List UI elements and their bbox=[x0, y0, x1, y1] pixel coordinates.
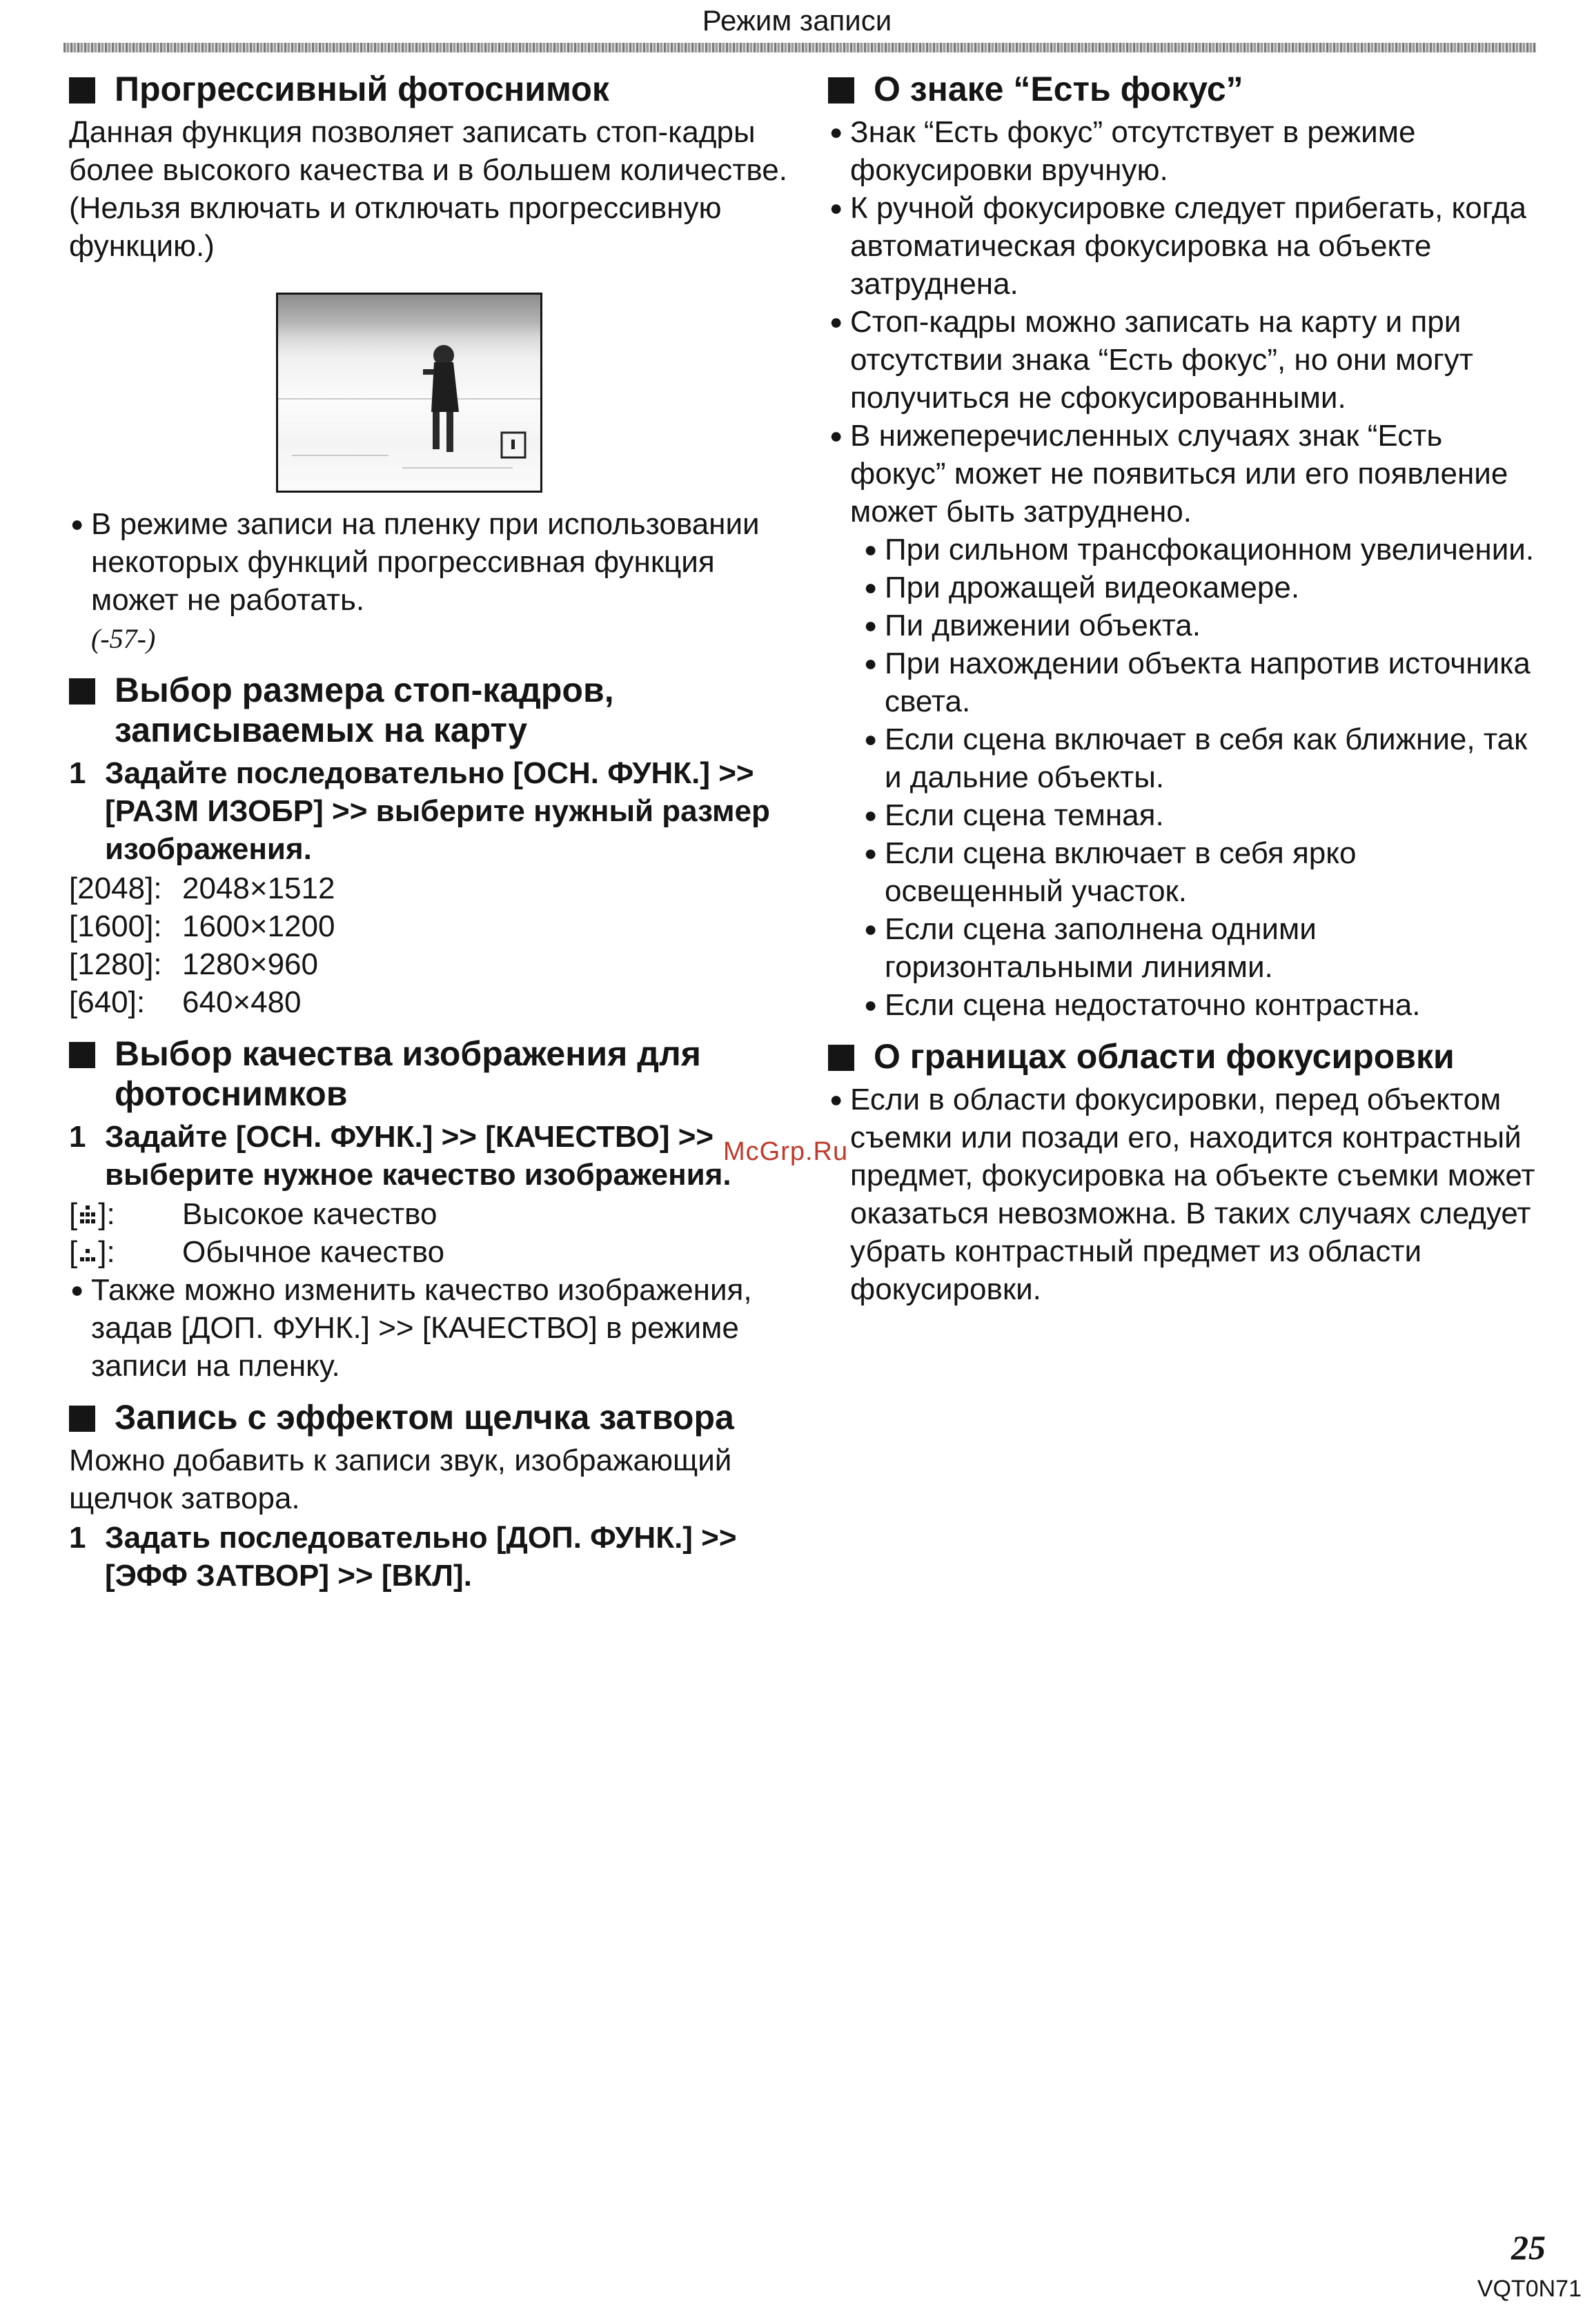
list-item-text: При дрожащей видеокамере. bbox=[885, 571, 1300, 604]
list-item-text: Стоп-кадры можно записать на карту и при отсутствии знака “Есть фокус”, но они могут получиться не сфокусированными. bbox=[850, 305, 1473, 415]
option-key: [1280]: bbox=[69, 947, 162, 981]
page-header-title: Режим записи bbox=[702, 4, 892, 37]
bullet-dot-icon: ● bbox=[70, 1277, 84, 1302]
square-bullet-icon bbox=[828, 77, 854, 104]
bullet-dot-icon: ● bbox=[70, 511, 84, 536]
option-value: 640×480 bbox=[182, 985, 302, 1019]
size-option-row bbox=[69, 945, 800, 983]
section-progressive bbox=[69, 69, 800, 658]
size-option-row bbox=[69, 983, 800, 1021]
square-bullet-icon bbox=[828, 1045, 854, 1071]
square-bullet-icon bbox=[69, 77, 95, 104]
high-quality-icon bbox=[77, 1204, 98, 1228]
heading-line2: записываемых на карту bbox=[115, 711, 528, 749]
watermark: McGrp.Ru bbox=[723, 1137, 849, 1166]
option-key: [2048]: bbox=[69, 872, 162, 905]
bullet-dot-icon: ● bbox=[864, 727, 878, 751]
header-rule bbox=[63, 43, 1536, 52]
step-number: 1 bbox=[69, 1120, 86, 1154]
step-1 bbox=[69, 1519, 800, 1595]
document-code: VQT0N71 bbox=[1477, 2276, 1582, 2302]
bullet-dot-icon: ● bbox=[829, 1087, 843, 1112]
left-column bbox=[69, 69, 800, 1607]
heading-text: О границах области фокусировки bbox=[874, 1037, 1455, 1076]
step-text: Задать последовательно [ДОП. ФУНК.] >> [ЭФФ ЗАТВОР] >> [ВКЛ]. bbox=[105, 1521, 737, 1593]
bullet-dot-icon: ● bbox=[864, 613, 878, 638]
progressive-note bbox=[69, 505, 800, 658]
sample-photo bbox=[276, 293, 542, 493]
list-item-text: Если сцена включает в себя как ближние, так и дальние объекты. bbox=[885, 722, 1528, 794]
option-value: 2048×1512 bbox=[182, 872, 335, 905]
option-value: Обычное качество bbox=[182, 1235, 445, 1269]
bullet-dot-icon: ● bbox=[864, 575, 878, 600]
bullet-dot-icon: ● bbox=[864, 802, 878, 827]
square-bullet-icon bbox=[69, 1042, 95, 1068]
option-key: [1600]: bbox=[69, 909, 162, 943]
shutter-intro: Можно добавить к записи звук, изображающий щелчок затвора. bbox=[69, 1444, 732, 1515]
option-value: 1280×960 bbox=[182, 947, 318, 981]
list-item-text: При сильном трансфокационном увеличении. bbox=[885, 533, 1535, 567]
section-heading bbox=[69, 1397, 800, 1437]
section-heading bbox=[69, 1034, 800, 1114]
heading-line1: Выбор размера стоп-кадров, bbox=[115, 671, 614, 709]
step-number: 1 bbox=[69, 756, 86, 790]
list-item-text: Если сцена включает в себя ярко освещенный участок. bbox=[885, 836, 1357, 908]
sub-list-item bbox=[863, 531, 1539, 569]
section-heading bbox=[828, 69, 1539, 109]
list-item bbox=[828, 1081, 1539, 1308]
section-image-quality bbox=[69, 1034, 800, 1385]
list-item-text: При нахождении объекта напротив источника света. bbox=[885, 647, 1531, 718]
list-item-text: Если в области фокусировки, перед объектом съемки или позади его, находится контрастный предмет, фокусировка на объекте съемки может оказаться невозможна. В таких случаях следует убрать контрастный предмет из области фокусировки. bbox=[850, 1083, 1535, 1306]
list-item-text: К ручной фокусировке следует прибегать, когда автоматическая фокусировка на объекте затруднена. bbox=[850, 191, 1526, 301]
right-column bbox=[828, 69, 1539, 1321]
sub-list-item bbox=[863, 834, 1539, 910]
list-item-text: Пи движении объекта. bbox=[885, 609, 1201, 642]
step-1 bbox=[69, 1118, 800, 1194]
note-text: В режиме записи на пленку при использовании некоторых функций прогрессивная функция может не работать. bbox=[91, 507, 760, 617]
list-item-text: Знак “Есть фокус” отсутствует в режиме фокусировки вручную. bbox=[850, 115, 1416, 187]
section-focus-area bbox=[828, 1036, 1539, 1308]
heading-text: Запись с эффектом щелчка затвора bbox=[115, 1398, 734, 1437]
page-reference: (-57-) bbox=[91, 623, 156, 654]
step-number: 1 bbox=[69, 1521, 86, 1555]
heading-line2: фотоснимков bbox=[115, 1074, 348, 1113]
sub-list-item bbox=[863, 986, 1539, 1024]
sub-list-item bbox=[863, 644, 1539, 720]
section-heading bbox=[69, 670, 800, 750]
bullet-dot-icon: ● bbox=[829, 309, 843, 334]
option-key: [640]: bbox=[69, 985, 146, 1019]
sub-list-item bbox=[863, 569, 1539, 607]
section-image-size bbox=[69, 670, 800, 1021]
bullet-dot-icon: ● bbox=[829, 119, 843, 144]
bullet-dot-icon: ● bbox=[864, 840, 878, 865]
heading-text: О знаке “Есть фокус” bbox=[874, 70, 1243, 108]
square-bullet-icon bbox=[69, 678, 95, 705]
sub-list-item bbox=[863, 796, 1539, 834]
bullet-dot-icon: ● bbox=[864, 537, 878, 562]
square-bullet-icon bbox=[69, 1406, 95, 1432]
quality-note bbox=[69, 1271, 800, 1385]
sub-list-item bbox=[863, 607, 1539, 644]
size-option-row bbox=[69, 907, 800, 945]
bullet-dot-icon: ● bbox=[864, 651, 878, 676]
bullet-dot-icon: ● bbox=[829, 423, 843, 448]
note-text: Также можно изменить качество изображения, задав [ДОП. ФУНК.] >> [КАЧЕСТВО] в режиме записи на пленку. bbox=[91, 1273, 752, 1383]
bullet-dot-icon: ● bbox=[864, 992, 878, 1017]
section-heading bbox=[828, 1036, 1539, 1076]
step-text: Задайте последовательно [ОСН. ФУНК.] >> [РАЗМ ИЗОБР] >> выберите нужный размер изображения. bbox=[105, 756, 770, 866]
list-item-text: Если сцена темная. bbox=[885, 798, 1164, 832]
list-item-text: Если сцена заполнена одними горизонтальными линиями. bbox=[885, 912, 1317, 984]
section-heading bbox=[69, 69, 800, 109]
normal-quality-icon bbox=[77, 1242, 98, 1266]
quality-option-row bbox=[69, 1233, 800, 1271]
step-1 bbox=[69, 754, 800, 868]
heading-text: Прогрессивный фотоснимок bbox=[115, 70, 609, 108]
option-value: Высокое качество bbox=[182, 1197, 437, 1231]
option-value: 1600×1200 bbox=[182, 909, 335, 943]
list-item bbox=[828, 417, 1539, 531]
list-item-text: Если сцена недостаточно контрастна. bbox=[885, 988, 1421, 1022]
list-item bbox=[828, 113, 1539, 189]
size-option-row bbox=[69, 869, 800, 907]
sub-list-item bbox=[863, 720, 1539, 796]
list-item-text: В нижеперечисленных случаях знак “Есть фокус” может не появиться или его появление может быть затруднено. bbox=[850, 419, 1508, 529]
quality-option-row bbox=[69, 1195, 800, 1233]
bullet-dot-icon: ● bbox=[829, 195, 843, 220]
heading-line1: Выбор качества изображения для bbox=[115, 1034, 701, 1073]
section-shutter-sound bbox=[69, 1397, 800, 1595]
page-number: 25 bbox=[1511, 2228, 1546, 2267]
child-on-beach-illustration bbox=[278, 295, 540, 491]
sub-list-item bbox=[863, 910, 1539, 986]
step-text: Задайте [ОСН. ФУНК.] >> [КАЧЕСТВО] >> выберите нужное качество изображения. bbox=[105, 1120, 731, 1192]
option-key: [ ]: bbox=[69, 1235, 115, 1269]
list-item bbox=[828, 189, 1539, 303]
progressive-intro: Данная функция позволяет записать стоп-кадры более высокого качества и в большем количестве. (Нельзя включать и отключать прогрессивную функцию.) bbox=[69, 115, 787, 263]
list-item bbox=[828, 303, 1539, 417]
option-key: [ ]: bbox=[69, 1197, 115, 1231]
bullet-dot-icon: ● bbox=[864, 916, 878, 941]
section-focus-sign bbox=[828, 69, 1539, 1024]
